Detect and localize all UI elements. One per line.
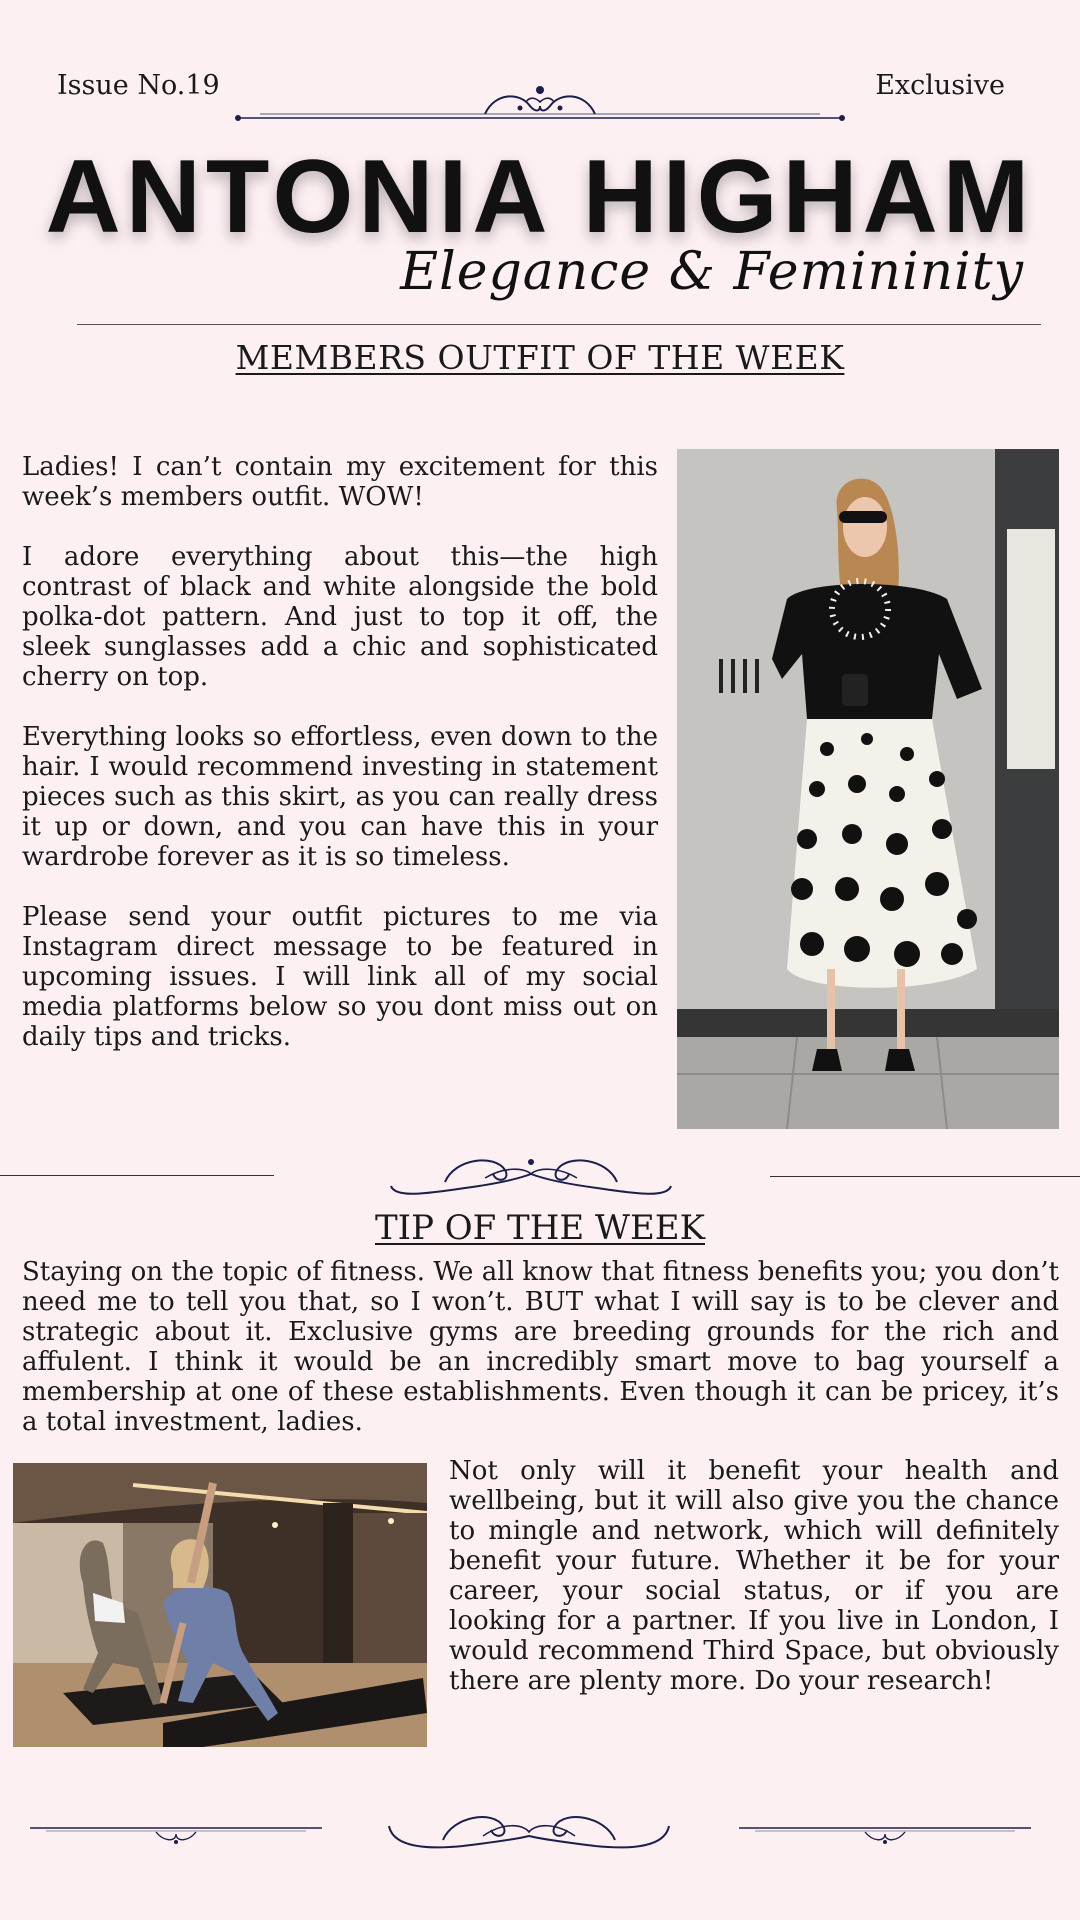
footer-flourish-center-icon [383,1806,675,1856]
gym-photo [13,1463,427,1747]
top-flourish-icon [230,78,850,124]
footer-flourish-right-icon [735,1820,1035,1844]
section-title-tip: TIP OF THE WEEK [374,1208,705,1248]
outfit-paragraph: I adore everything about this—the high contrast of black and white alongside the bold polka-dot pattern. And just to top it off, the sleek sunglasses add a chic and sophisticated cherry on top. [22,542,658,692]
footer-flourish-left-icon [26,1820,326,1844]
flourish-ornament-icon [385,1148,677,1198]
header-divider [77,324,1041,325]
divider-line-right [770,1176,1080,1177]
masthead-title: ANTONIA HIGHAM [45,139,1035,255]
outfit-paragraph: Please send your outfit pictures to me via Instagram direct message to be featured in upcoming issues. I will link all of my social media platforms below so you dont miss out on daily tips and tricks. [22,902,658,1052]
tip-paragraph-2: Not only will it benefit your health and wellbeing, but it will also give you the chance to mingle and network, which will definitely benefit your future. Whether it be for your career, your social status, or if you are looking for a partner. If you live in London, I would recommend Third Space, but obviously there are plenty more. Do your research! [449,1456,1059,1696]
outfit-photo [677,449,1059,1129]
masthead-tagline: Elegance & Femininity [400,242,1024,302]
exclusive-label: Exclusive [875,70,1005,101]
tip-paragraph-1: Staying on the topic of fitness. We all know that fitness benefits you; you don’t need me to tell you that, so I won’t. BUT what I will say is to be clever and strategic about it. Exclusive gyms are breeding grounds for the rich and affulent. I think it would be an incredibly smart move to bag yourself a membership at one of these establishments. Even though it can be pricey, it’s a total investment, ladies. [22,1257,1059,1437]
outfit-paragraph: Ladies! I can’t contain my excitement for this week’s members outfit. WOW! [22,452,658,512]
divider-line-left [0,1175,274,1176]
outfit-paragraph: Everything looks so effortless, even down to the hair. I would recommend investing in statement pieces such as this skirt, as you can really dress it up or down, and you can have this in your wardrobe forever as it is so timeless. [22,722,658,872]
issue-number: Issue No.19 [57,70,220,101]
outfit-article [22,452,658,1082]
section-title-outfit: MEMBERS OUTFIT OF THE WEEK [235,338,845,377]
